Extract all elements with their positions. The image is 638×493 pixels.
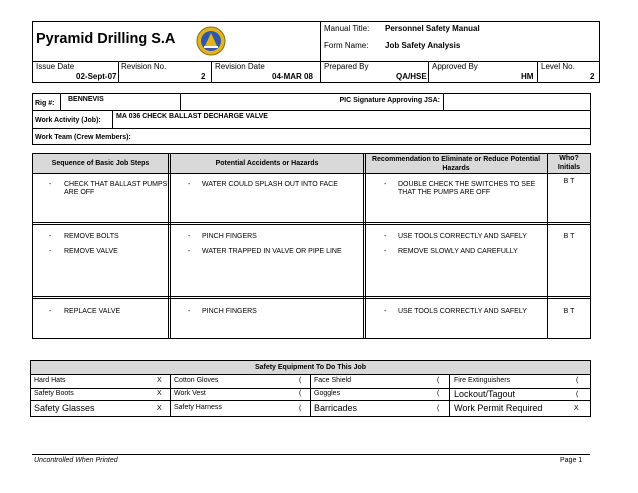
recommendation-text: REMOVE SLOWLY AND CAREFULLY [398, 248, 518, 255]
bullet-dash: - [188, 181, 191, 188]
equipment-check: X [574, 405, 579, 412]
bullet-dash: - [49, 308, 52, 315]
step-text: ARE OFF [64, 189, 95, 196]
rig-value: BENNEVIS [68, 96, 104, 103]
hazard-text: PINCH FINGERS [202, 233, 257, 240]
revision-date-value: 04-MAR 08 [272, 72, 313, 81]
equipment-check: ( [576, 377, 579, 384]
equipment-item: Barricades [314, 403, 358, 413]
col-header-hazards: Potential Accidents or Hazards [215, 160, 319, 167]
equipment-item: Goggles [314, 390, 341, 397]
bullet-dash: - [188, 233, 191, 240]
recommendation-text: USE TOOLS CORRECTLY AND SAFELY [398, 233, 527, 240]
issue-date-label: Issue Date [36, 62, 75, 71]
col-header-who: Who? [559, 155, 579, 162]
recommendation-text: THAT THE PUMPS ARE OFF [398, 189, 491, 196]
equipment-item: Lockout/Tagout [454, 389, 516, 399]
bullet-dash: - [49, 233, 52, 240]
equipment-check: ( [299, 405, 302, 412]
equipment-title: Safety Equipment To Do This Job [254, 364, 367, 371]
who-initials: B T [563, 233, 575, 240]
form-name-value: Job Safety Analysis [385, 41, 461, 50]
col-header-initials: Initials [557, 164, 581, 171]
equipment-check: ( [299, 390, 302, 397]
recommendation-text: USE TOOLS CORRECTLY AND SAFELY [398, 308, 527, 315]
company-logo-icon [196, 26, 226, 56]
revision-no-label: Revision No. [121, 62, 167, 71]
prepared-by-label: Prepared By [324, 62, 369, 71]
rig-label: Rig #: [35, 100, 55, 107]
equipment-item: Safety Boots [34, 390, 74, 397]
issue-date-value: 02-Sept-07 [76, 72, 117, 81]
manual-title-label: Manual Title: [324, 24, 370, 33]
equipment-check: ( [576, 391, 579, 398]
equipment-item: Hard Hats [34, 377, 66, 384]
equipment-item: Work Permit Required [454, 403, 543, 413]
prepared-by-value: QA/HSE [396, 72, 427, 81]
equipment-check: X [157, 405, 162, 412]
recommendation-text: DOUBLE CHECK THE SWITCHES TO SEE [398, 181, 536, 188]
equipment-item: Work Vest [174, 390, 206, 397]
approved-by-label: Approved By [432, 62, 478, 71]
bullet-dash: - [384, 308, 387, 315]
equipment-check: ( [437, 390, 440, 397]
form-name-label: Form Name: [324, 41, 369, 50]
hazard-text: WATER TRAPPED IN VALVE OR PIPE LINE [202, 248, 342, 255]
step-text: REPLACE VALVE [64, 308, 121, 315]
equipment-item: Face Shield [314, 377, 351, 384]
level-no-label: Level No. [541, 62, 575, 71]
equipment-check: ( [299, 377, 302, 384]
level-no-value: 2 [590, 72, 595, 81]
step-text: REMOVE VALVE [64, 248, 118, 255]
hazard-text: PINCH FINGERS [202, 308, 257, 315]
footer-divider [32, 454, 590, 455]
equipment-check: X [157, 390, 162, 397]
step-text: REMOVE BOLTS [64, 233, 119, 240]
equipment-check: ( [437, 405, 440, 412]
revision-date-label: Revision Date [215, 62, 265, 71]
footer-page-number: Page 1 [560, 457, 583, 464]
equipment-check: ( [437, 377, 440, 384]
footer-uncontrolled: Uncontrolled When Printed [34, 457, 118, 464]
bullet-dash: - [188, 308, 191, 315]
company-name: Pyramid Drilling S.A [36, 31, 176, 47]
pic-signature-label: PIC Signature Approving JSA: [339, 97, 440, 104]
equipment-item: Fire Extinguishers [454, 377, 511, 384]
col-header-steps: Sequence of Basic Job Steps [51, 160, 150, 167]
equipment-item: Safety Harness [174, 404, 222, 411]
bullet-dash: - [384, 248, 387, 255]
who-initials: B T [563, 178, 575, 185]
who-initials: B T [563, 308, 575, 315]
work-team-label: Work Team (Crew Members): [35, 134, 131, 141]
bullet-dash: - [384, 181, 387, 188]
equipment-check: X [157, 377, 162, 384]
bullet-dash: - [384, 233, 387, 240]
step-text: CHECK THAT BALLAST PUMPS [64, 181, 168, 188]
equipment-item: Cotton Gloves [174, 377, 219, 384]
work-activity-value: MA 036 CHECK BALLAST DECHARGE VALVE [116, 113, 268, 120]
approved-by-value: HM [521, 72, 534, 81]
bullet-dash: - [188, 248, 191, 255]
col-header-recommendation: Recommendation to Eliminate or Reduce Potential Hazards [371, 156, 541, 172]
hazard-text: WATER COULD SPLASH OUT INTO FACE [202, 181, 338, 188]
manual-title-value: Personnel Safety Manual [385, 24, 480, 33]
equipment-item: Safety Glasses [34, 403, 95, 413]
bullet-dash: - [49, 248, 52, 255]
bullet-dash: - [49, 181, 52, 188]
work-activity-label: Work Activity (Job): [35, 117, 101, 124]
revision-no-value: 2 [201, 72, 206, 81]
